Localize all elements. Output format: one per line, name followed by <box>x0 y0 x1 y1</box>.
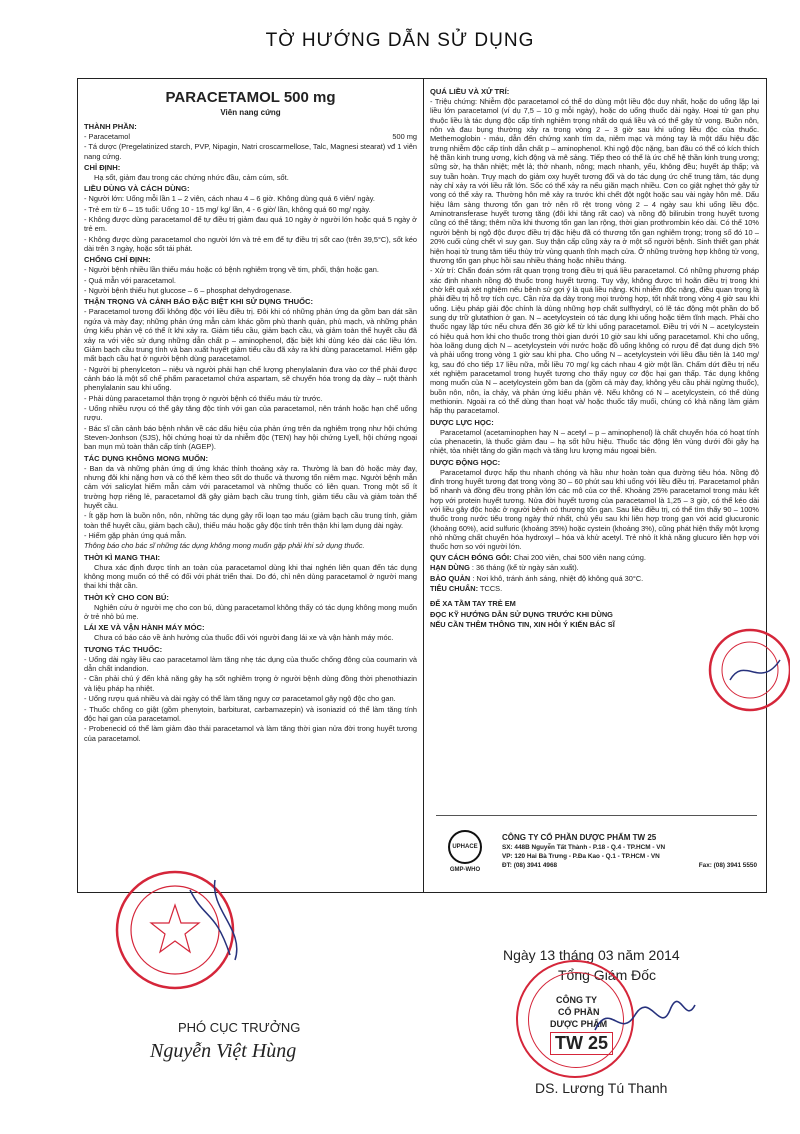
dosage-item: - Không được dùng paracetamol cho người lớn và trẻ em để tự điều trị sốt cao (trên 39,5°C), sốt kéo dài trên 3 ngày, hoặc sốt tái phát. <box>84 234 417 254</box>
interaction-heading: TƯƠNG TÁC THUỐC: <box>84 644 163 654</box>
indication-text: Hạ sốt, giảm đau trong các chứng nhức đầu, cảm cúm, sốt. <box>94 173 289 183</box>
director-signature-icon <box>590 995 700 1045</box>
uphace-logo-icon: UPHACE <box>448 830 482 864</box>
side-effect-item: - Hiếm gặp phản ứng quá mẫn. <box>84 531 187 541</box>
overdose-heading: QUÁ LIỀU VÀ XỬ TRÍ: <box>430 87 510 96</box>
warning-read: ĐỌC KỸ HƯỚNG DẪN SỬ DỤNG TRƯỚC KHI DÙNG <box>430 609 613 619</box>
caution-item: - Uống nhiều rượu có thể gây tăng độc tính với gan của paracetamol, nên tránh hoặc hạn chế uống rượu. <box>84 403 417 423</box>
company-logo <box>436 822 494 880</box>
pharmacodynamics-heading: DƯỢC LỰC HỌC: <box>430 417 494 427</box>
dosage-item: - Người lớn: Uống mỗi lần 1 – 2 viên, cách nhau 4 – 6 giờ. Không dùng quá 6 viên/ ngày. <box>84 194 375 204</box>
warning-children: ĐỂ XA TẦM TAY TRẺ EM <box>430 599 516 609</box>
dosage-item: - Không được dùng paracetamol để tự điều trị giảm đau quá 10 ngày ở người lớn hoặc quá 5 ngày ở trẻ em. <box>84 215 417 234</box>
pharmacokinetics-heading: DƯỢC ĐỘNG HỌC: <box>430 457 501 467</box>
contra-heading: CHỐNG CHỈ ĐỊNH: <box>84 255 151 265</box>
interaction-item: - Uống rượu quá nhiều và dài ngày có thể làm tăng nguy cơ paracetamol gây ngộ độc cho gan. <box>84 694 396 704</box>
composition-heading: THÀNH PHẦN: <box>84 122 137 131</box>
stamp-line-company: CÔNG TY <box>556 995 598 1005</box>
side-effects-heading: TÁC DỤNG KHÔNG MONG MUỐN: <box>84 453 209 463</box>
company-office-address: VP: 120 Hai Bà Trưng - P.Đa Kao - Q.1 - TP.HCM - VN <box>502 853 660 860</box>
company-factory-address: SX: 448B Nguyễn Tất Thành - P.18 - Q.4 - TP.HCM - VN <box>502 844 666 851</box>
gmp-label: GMP-WHO <box>449 866 481 873</box>
overdose-item: - Triệu chứng: Nhiễm độc paracetamol có thể do dùng một liều độc duy nhất, hoặc do uống lặp lại liều lớn paracetamol (ví dụ 7,5 – 10 g mỗi ngày), hoặc do uống thuốc dài ngày. Hoại tử gan phụ thuộc liều là tác dụng độc cấp tính nghiêm trọng nhất do quá liều và có thể gây tử vong. Buồn nôn, nôn và đau bụng thường xảy ra trong vòng 2 – 3 giờ sau khi uống liều độc của thuốc. Methemoglobin - máu, dẫn đến chứng xanh tím da, niêm mạc và móng tay là một dấu hiệu đặc trưng nhiễm độc cấp tính dẫn chất p – aminophenol. Khi ngộ độc nặng, ban đầu có thể có kích thích hệ thần kinh trung ương, kích động và mê sảng. Tiếp theo có thể là ức chế hệ thần kinh trung ương; sững sờ, hạ thân nhiệt; mệt lả; thở nhanh, nông; mạch nhanh, yếu, không đều; huyết áp thấp; và suy tuần hoàn. Trụy mạch do giảm oxy huyết tương đối và do tác dụng ức chế trung tâm, tác dụng này chỉ xảy ra với liều rất lớn. Sốc có thể xảy ra nếu giãn mạch nhiều. Cơn co giật nghẹt thở gây tử vong có thể xảy ra. Thường hôn mê xảy ra trước khi chết đột ngột hoặc sau vài ngày hôn mê. Dấu hiệu lâm sàng thương tổn gan trở nên rõ rệt trong vòng 2 – 4 ngày sau khi uống liều độc. Aminotransferase huyết tương tăng (đôi khi tăng rất cao) và nồng độ bilirubin trong huyết tương cũng có thể tăng; thêm nữa khi thương tổn gan lan rộng, thời gian prothrombin kéo dài. Có thể 10% người bệnh bị ngộ độc được điều trị đặc hiệu đã có thương tổn gan nghiêm trọng; trong số đó 10 – 20% cuối cùng chết vì suy gan. Suy thận cấp cũng xảy ra ở một số người bệnh. Sinh thiết gan phát hiện hoại tử trung tâm tiểu thùy trừ vùng quanh tĩnh mạch cửa. Ở những trường hợp không tử vong, thương tổn gan phục hồi sau nhiều tháng hoặc nhiều tháng. <box>430 97 759 265</box>
pharmacokinetics-text: Paracetamol được hấp thu nhanh chóng và hầu như hoàn toàn qua đường tiêu hóa. Nồng độ đỉnh trong huyết tương đạt trong vòng 30 – 60 phút sau khi uống với liều điều trị. Paracetamol phân bố nhanh và đồng đều trong phần lớn các mô của cơ thể. Khoảng 25% paracetamol trong máu kết hợp với protein huyết tương. Nửa đời huyết tương của paracetamol là 1,25 – 3 giờ, có thể kéo dài với liều gây độc hoặc ở người bệnh có thương tổn gan. Sau liều điều trị, có thể tìm thấy 90 – 100% thuốc trong nước tiểu trong ngày thứ nhất, chủ yếu sau khi liên hợp trong gan với acid glucuronic (khoảng 60%), acid sulfuric (khoảng 35%) hoặc cystein (khoảng 3%), cũng phát hiện thấy một lượng nhỏ những chất chuyển hóa hydroxyl – hóa và khử acetyl. Trẻ nhỏ ít khả năng glucuro liên hợp với thuốc hơn so với người lớn. <box>430 467 760 552</box>
company-name: CÔNG TY CỔ PHẦN DƯỢC PHẨM TW 25 <box>502 833 657 842</box>
caution-item: - Phải dùng paracetamol thận trọng ở người bệnh có thiếu máu từ trước. <box>84 393 323 403</box>
side-effect-note: Thông báo cho bác sĩ những tác dụng không mong muốn gặp phải khi sử dụng thuốc. <box>84 541 365 551</box>
composition-row-2: - Tá dược (Pregelatinized starch, PVP, Nipagin, Natri croscarmellose, Talc, Magnesi stearat) vđ 1 viên nang cứng. <box>84 142 417 161</box>
director-name: DS. Lương Tú Thanh <box>535 1080 668 1096</box>
stamp-line-dp: DƯỢC PHẨM <box>550 1019 608 1029</box>
caution-item: - Bác sĩ cần cảnh báo bệnh nhân về các dấu hiệu của phản ứng trên da nghiêm trọng như hội chứng Steven-Jonhson (SJS), hội chứng hoại tử da nhiễm độc (TEN) hay hội chứng Lyell, hội chứng ngoại ban mụn mủ toàn thân cấp tính (AGEP). <box>84 423 417 452</box>
caution-heading: THẬN TRỌNG VÀ CẢNH BÁO ĐẶC BIỆT KHI SỬ DỤNG THUỐC: <box>84 297 314 307</box>
contra-item: - Người bệnh thiếu hụt glucose – 6 – phosphat dehydrogenase. <box>84 286 292 296</box>
side-effect-item: - Ban da và những phản ứng dị ứng khác thỉnh thoảng xảy ra. Thường là ban đỏ hoặc mày đay, nhưng đôi khi nặng hơn và có thể kèm theo sốt do thuốc và thương tổn niêm mạc. Người bệnh mẫn cảm với salicylat hiếm mẫn cảm với paracetamol và những thuốc có liên quan. Trong một số ít trường hợp riêng lẻ, paracetamol đã gây giảm bạch cầu trung tính, giảm tiểu cầu và giảm toàn thể huyết cầu. <box>84 463 417 510</box>
vice-director-name: Nguyễn Việt Hùng <box>150 1040 297 1062</box>
dosage-item: - Trẻ em từ 6 – 15 tuổi: Uống 10 - 15 mg/ kg/ lần, 4 - 6 giờ/ lần, không quá 60 mg/ ngày. <box>84 204 371 214</box>
shelf-life-line: HẠN DÙNG : 36 tháng (kể từ ngày sản xuất). <box>430 563 579 573</box>
storage-line: BẢO QUẢN : Nơi khô, tránh ánh sáng, nhiệt độ không quá 30°C. <box>430 573 644 583</box>
overdose-item: - Xử trí: Chẩn đoán sớm rất quan trọng trong điều trị quá liều paracetamol. Có những phương pháp xác định nhanh nồng độ thuốc trong huyết tương. Tuy vậy, không được trì hoãn điều trị trong khi chờ kết quả xét nghiệm nếu bệnh sử gợi ý là quá liều nặng. Khi nhiễm độc nặng, điều quan trọng là phải điều trị hỗ trợ tích cực. Cần rửa dạ dày trong mọi trường hợp, tốt nhất trong vòng 4 giờ sau khi uống. Liệu pháp giải độc chính là dùng những hợp chất sulfhydryl, có lẽ tác động một phần do bổ sung dự trữ glutathion ở gan. N – acetylcystein có tác dụng khi uống hoặc tiêm tĩnh mạch. Phải cho thuốc ngay lập tức nếu chưa đến 36 giờ kể từ khi uống paracetamol. Điều trị với N – acetylcystein có hiệu quả hơn khi cho thuốc trong thời gian dưới 10 giờ sau khi uống paracetamol. Khi cho uống, hòa loãng dung dịch N – acetylcystein với nước hoặc đồ uống không có rượu để đạt dung dịch 5% và phải uống trong vòng 1 giờ sau khi pha. Cho uống N – acetylcystein với liều đầu tiên là 140 mg/ kg, sau đó cho tiếp 17 liều nữa, mỗi liều 70 mg/ kg cách nhau 4 giờ một lần. Chấm dứt điều trị nếu xét nghiệm paracetamol trong huyết tương cho thấy nguy cơ độc hại gan thấp. Tác dụng không mong muốn của N – acetylcystein gồm ban da (gồm cả mày đay, không yêu cầu phải ngừng thuốc), buồn nôn, nôn, ỉa chảy, và phản ứng kiểu phản vệ. Nếu không có N – acetylcystein, có thể dùng methionin. Ngoài ra có thể dùng than hoạt và/ hoặc thuốc tẩy muối, chúng có khả năng làm giảm hấp thụ paracetamol. <box>430 266 759 416</box>
caution-item: - Người bị phenylceton – niệu và người phải hạn chế lượng phenylalanin đưa vào cơ thể phải được cảnh báo là một số chế phẩm paracetamol chứa aspartam, sẽ chuyển hóa trong dạ dày – ruột thành phenylalanin sau khi uống. <box>84 364 417 393</box>
vice-director-title: PHÓ CỤC TRƯỞNG <box>178 1020 301 1035</box>
pregnancy-text: Chưa xác định được tính an toàn của paracetamol dùng khi thai nghén liên quan đến tác dụng không mong muốn có thể có đối với phát triển thai. Do đó, chỉ nên dùng paracetamol ở người mang thai khi thật cần. <box>84 562 417 591</box>
interaction-item: - Cần phải chú ý đến khả năng gây hạ sốt nghiêm trọng ở người bệnh dùng đồng thời phenothiazin và liệu pháp hạ nhiệt. <box>84 674 417 693</box>
packaging-line: QUY CÁCH ĐÓNG GÓI: Chai 200 viên, chai 500 viên nang cứng. <box>430 552 646 562</box>
warning-ask: NẾU CẦN THÊM THÔNG TIN, XIN HỎI Ý KIẾN BÁC SĨ <box>430 619 615 629</box>
leaflet-frame <box>77 78 767 893</box>
pharmacodynamics-text: Paracetamol (acetaminophen hay N – acetyl – p – aminophenol) là chất chuyển hóa có hoạt tính của phenacetin, là thuốc giảm đau – hạ sốt hữu hiệu. Thuốc tác động lên vùng dưới đồi gây hạ nhiệt, tỏa nhiệt tăng do giãn mạch và tăng lưu lượng máu ngoại biên. <box>430 427 759 456</box>
interaction-item: - Uống dài ngày liều cao paracetamol làm tăng nhẹ tác dụng của thuốc chống đông của coumarin và dẫn chất indandion. <box>84 654 417 674</box>
driving-text: Chưa có báo cáo về ảnh hưởng của thuốc đối với người đang lái xe và vận hành máy móc. <box>94 633 394 643</box>
page-title: TỜ HƯỚNG DẪN SỬ DỤNG <box>265 30 535 51</box>
drug-name: PARACETAMOL 500 mg <box>165 89 336 106</box>
director-title: Tổng Giám Đốc <box>558 967 657 983</box>
drug-form: Viên nang cứng <box>220 108 281 117</box>
sign-date: Ngày 13 tháng 03 năm 2014 <box>503 947 680 963</box>
lactation-heading: THỜI KỲ CHO CON BÚ: <box>84 592 169 602</box>
right-column <box>424 79 765 892</box>
interaction-item: - Thuốc chống co giật (gồm phenytoin, barbiturat, carbamazepin) và isoniazid có thể làm tăng tính độc hại gan của paracetamol. <box>84 704 417 723</box>
left-column <box>78 79 424 892</box>
ministry-seal-icon <box>95 870 255 1020</box>
side-stamp-icon <box>690 620 790 720</box>
company-info <box>494 832 757 870</box>
driving-heading: LÁI XE VÀ VẬN HÀNH MÁY MÓC: <box>84 623 205 633</box>
indication-heading: CHỈ ĐỊNH: <box>84 163 121 173</box>
company-contact: ĐT: (08) 3941 4968 Fax: (08) 3941 5550 <box>502 862 757 869</box>
pregnancy-heading: THỜI KÌ MANG THAI: <box>84 552 161 562</box>
stamp-line-tw: TW 25 <box>550 1032 613 1055</box>
side-effect-item: - Ít gặp hơn là buồn nôn, nôn, những tác dụng gây rối loạn tạo máu (giảm bạch cầu trung tính, giảm toàn thể huyết cầu, giảm bạch cầu), thiếu máu hoặc gây độc tính trên thận khi lạm dụng dài ngày. <box>84 511 417 530</box>
lactation-text: Nghiên cứu ở người mẹ cho con bú, dùng paracetamol không thấy có tác dụng không mong muốn ở trẻ nhỏ bú mẹ. <box>84 602 417 622</box>
standard-line: TIÊU CHUẨN: TCCS. <box>430 583 503 593</box>
contra-item: - Người bệnh nhiều lần thiếu máu hoặc có bệnh nghiêm trọng về tim, phổi, thận hoặc gan. <box>84 265 379 275</box>
dosage-heading: LIỀU DÙNG VÀ CÁCH DÙNG: <box>84 184 190 194</box>
interaction-item: - Probenecid có thể làm giảm đào thải paracetamol và làm tăng thời gian nửa đời trong huyết tương của paracetamol. <box>84 724 417 743</box>
composition-row-1: - Paracetamol 500 mg <box>84 132 417 141</box>
stamp-line-cp: CỔ PHẦN <box>558 1007 600 1017</box>
contra-item: - Quá mẫn với paracetamol. <box>84 275 176 285</box>
company-block <box>436 815 757 882</box>
caution-item: - Paracetamol tương đối không độc với liều điều trị. Đôi khi có những phản ứng da gồm ban dát sần ngứa và mày đay; những phản ứng mẫn cảm khác gồm phù thanh quản, phù mạch, và những phản ứng kiểu phản vệ có thể ít khi xảy ra. Giảm tiểu cầu, giảm bạch cầu, và giảm toàn thể huyết cầu đã xảy ra với việc sử dụng những dẫn chất p – aminophenol, đặc biệt khi dùng kéo dài các liều lớn. Giảm bạch cầu trung tính và ban xuất huyết giảm tiểu cầu đã xảy ra khi dùng paracetamol. Hiếm gặp mất bạch cầu hạt ở người bệnh dùng paracetamol. <box>84 307 417 364</box>
